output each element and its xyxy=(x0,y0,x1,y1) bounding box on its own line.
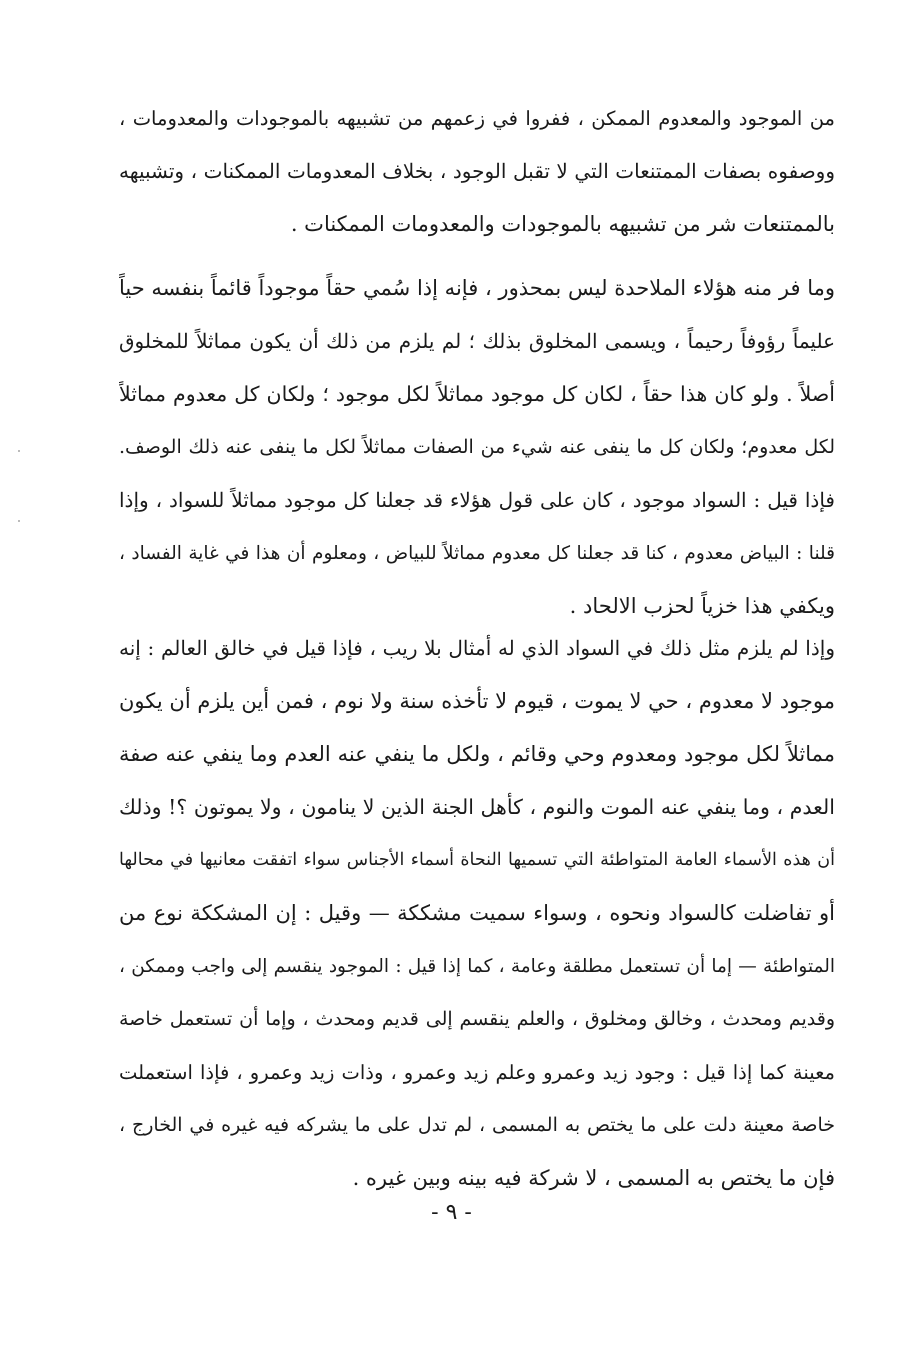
text-line: قلنا : البياض معدوم ، كنا قد جعلنا كل معدوم مماثلاً للبياض ، ومعلوم أن هذا في غاية الفساد ، xyxy=(119,543,835,564)
text-line: وما فر منه هؤلاء الملاحدة ليس بمحذور ، فإنه إذا سُمي حقاً موجوداً قائماً بنفسه حياً xyxy=(119,276,835,300)
text-line: المتواطئة — إما أن تستعمل مطلقة وعامة ، كما إذا قيل : الموجود ينقسم إلى واجب وممكن ، xyxy=(119,956,835,977)
text-line: ووصفوه بصفات الممتنعات التي لا تقبل الوجود ، بخلاف المعدومات الممكنات ، وتشبيهه xyxy=(119,159,835,183)
text-line: موجود لا معدوم ، حي لا يموت ، قيوم لا تأخذه سنة ولا نوم ، فمن أين يلزم أن يكون xyxy=(119,689,835,713)
text-line: فإذا قيل : السواد موجود ، كان على قول هؤلاء قد جعلنا كل موجود مماثلاً للسواد ، وإذا xyxy=(119,488,835,512)
paragraph-1 xyxy=(119,92,835,251)
paragraph-3 xyxy=(119,622,835,1205)
text-line: معينة كما إذا قيل : وجود زيد وعمرو وعلم زيد وعمرو ، وذات زيد وعمرو ، فإذا استعملت xyxy=(119,1061,835,1084)
text-line: أو تفاضلت كالسواد ونحوه ، وسواء سميت مشككة — وقيل : إن المشككة نوع من xyxy=(119,901,835,925)
page-number: - ٩ - xyxy=(431,1200,472,1225)
text-line: بالممتنعات شر من تشبيهه بالموجودات والمعدومات الممكنات . xyxy=(290,212,835,236)
text-line: فإن ما يختص به المسمى ، لا شركة فيه بينه وبين غيره . xyxy=(352,1166,835,1190)
text-line: من الموجود والمعدوم الممكن ، ففروا في زعمهم من تشبيهه بالموجودات والمعدومات ، xyxy=(119,107,835,130)
paragraph-2 xyxy=(119,262,835,633)
scan-speck xyxy=(18,450,20,452)
text-line: وقديم ومحدث ، وخالق ومخلوق ، والعلم ينقسم إلى قديم ومحدث ، وإما أن تستعمل خاصة xyxy=(119,1008,835,1030)
scan-speck xyxy=(18,520,20,522)
text-line: مماثلاً لكل موجود ومعدوم وحي وقائم ، ولكل ما ينفي عنه العدم وما ينفي عنه صفة xyxy=(119,742,835,766)
text-line: أن هذه الأسماء العامة المتواطئة التي تسميها النحاة أسماء الأجناس سواء اتفقت معانيها في محالها xyxy=(119,850,835,870)
text-line: عليماً رؤوفاً رحيماً ، ويسمى المخلوق بذلك ؛ لم يلزم من ذلك أن يكون مماثلاً للمخلوق xyxy=(119,329,835,353)
text-line: وإذا لم يلزم مثل ذلك في السواد الذي له أمثال بلا ريب ، فإذا قيل في خالق العالم : إنه xyxy=(119,636,835,660)
text-line: أصلاً . ولو كان هذا حقاً ، لكان كل موجود مماثلاً لكل موجود ؛ ولكان كل معدوم مماثلاً xyxy=(119,382,835,406)
text-line: لكل معدوم؛ ولكان كل ما ينفى عنه شيء من الصفات مماثلاً لكل ما ينفى عنه ذلك الوصف. xyxy=(119,436,835,458)
text-line: العدم ، وما ينفي عنه الموت والنوم ، كأهل الجنة الذين لا ينامون ، ولا يموتون ؟! وذلك xyxy=(119,795,835,819)
text-line: ويكفي هذا خزياً لحزب الالحاد . xyxy=(569,594,835,618)
text-line: خاصة معينة دلت على ما يختص به المسمى ، لم تدل على ما يشركه فيه غيره في الخارج ، xyxy=(119,1114,835,1136)
